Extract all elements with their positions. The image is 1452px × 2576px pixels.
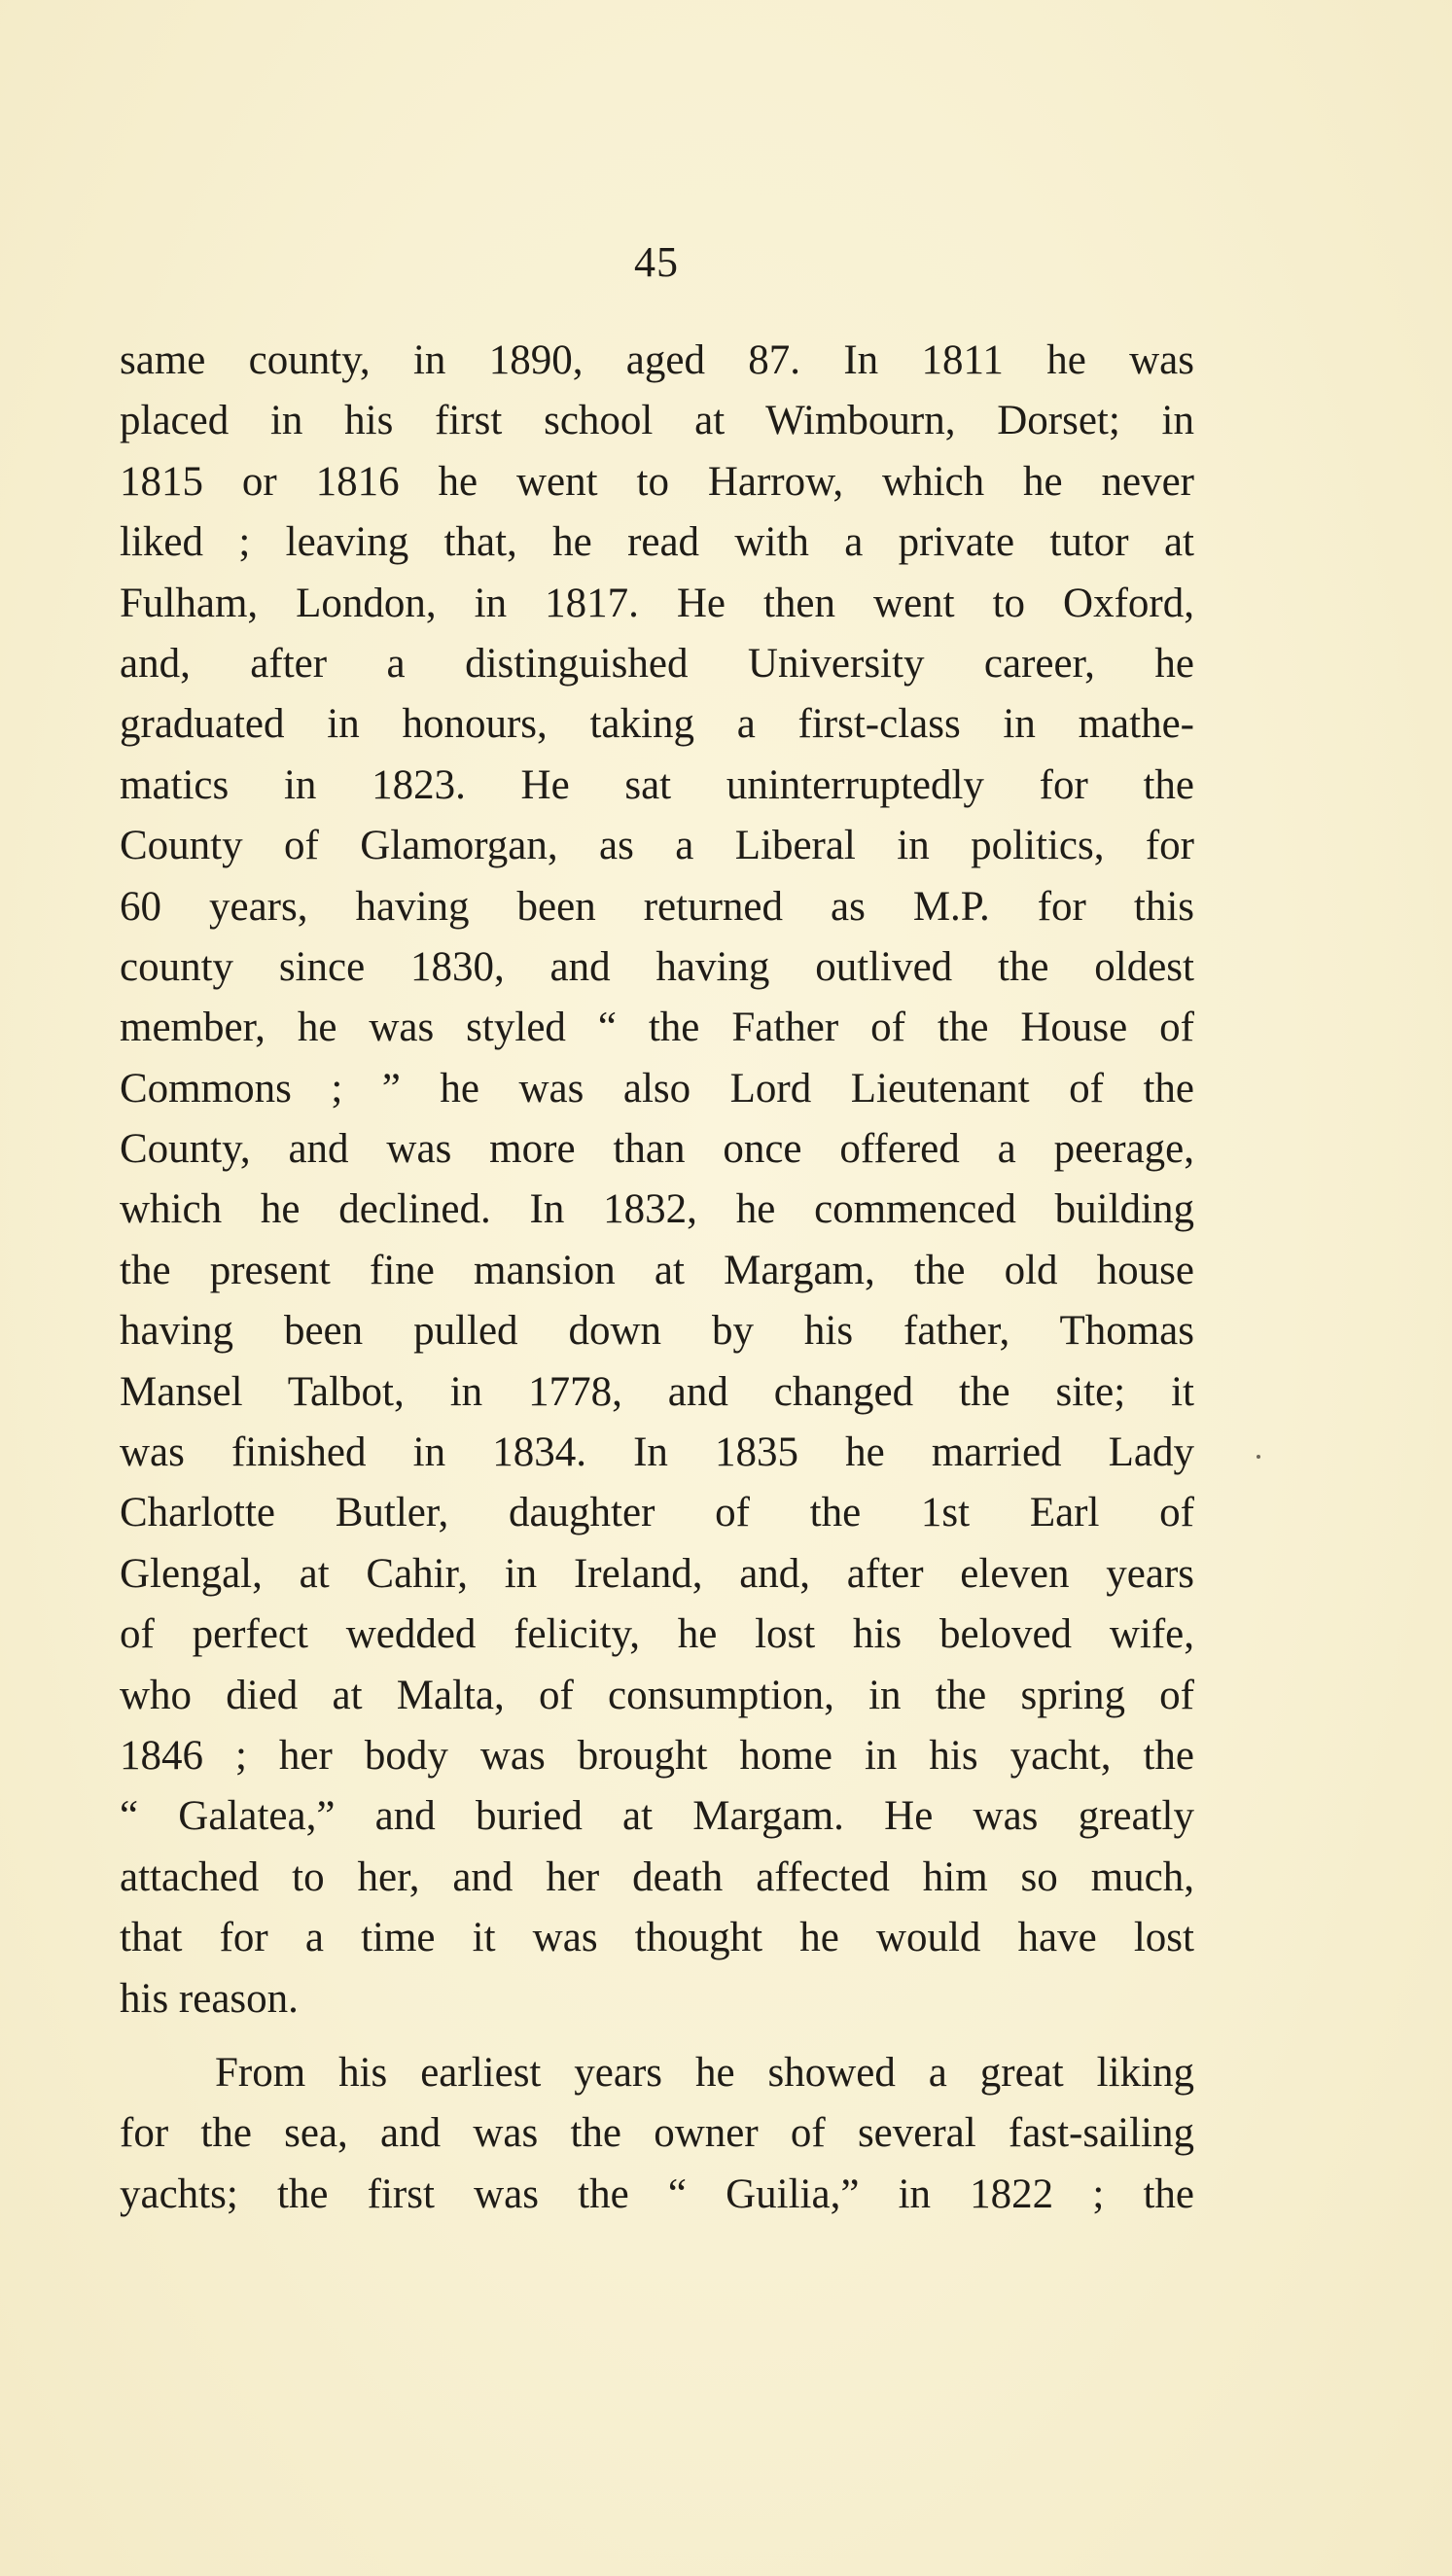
text-line: member, he was styled “ the Father of the House of — [120, 1005, 1194, 1051]
text-line: 60 years, having been returned as M.P. for this — [120, 883, 1194, 930]
text-line: Glengal, at Cahir, in Ireland, and, after eleven years — [120, 1550, 1194, 1597]
text-line: for the sea, and was the owner of several fast-sailing — [120, 2110, 1194, 2157]
paragraph-gap — [120, 2029, 1194, 2043]
text-line: liked ; leaving that, he read with a private tutor at — [120, 519, 1194, 566]
paragraph-2 — [120, 2043, 1194, 2225]
text-line: 1846 ; her body was brought home in his yacht, the — [120, 1732, 1194, 1779]
text-line: Mansel Talbot, in 1778, and changed the site; it — [120, 1368, 1194, 1415]
text-line: of perfect wedded felicity, he lost his beloved wife, — [120, 1611, 1194, 1658]
text-line: graduated in honours, taking a first-class in mathe- — [120, 701, 1194, 748]
text-line: County of Glamorgan, as a Liberal in politics, for — [120, 823, 1194, 869]
text-line: same county, in 1890, aged 87. In 1811 he was — [120, 337, 1194, 383]
text-line: attached to her, and her death affected him so much, — [120, 1853, 1194, 1900]
text-line: county since 1830, and having outlived the oldest — [120, 943, 1194, 990]
text-line: having been pulled down by his father, Thomas — [120, 1308, 1194, 1355]
text-line: his reason. — [120, 1975, 299, 2022]
text-line: Fulham, London, in 1817. He then went to Oxford, — [120, 580, 1194, 626]
text-line: and, after a distinguished University career, he — [120, 640, 1194, 687]
body-text — [120, 331, 1194, 2225]
paragraph-1 — [120, 331, 1194, 2029]
text-line: “ Galatea,” and buried at Margam. He was greatly — [120, 1793, 1194, 1840]
text-line: Charlotte Butler, daughter of the 1st Earl of — [120, 1490, 1194, 1536]
text-line: placed in his first school at Wimbourn, Dorset; in — [120, 398, 1194, 444]
ink-speck — [1257, 1455, 1260, 1459]
text-line: was finished in 1834. In 1835 he married Lady — [120, 1429, 1194, 1476]
text-line: yachts; the first was the “ Guilia,” in 1822 ; the — [120, 2170, 1194, 2217]
text-line: matics in 1823. He sat uninterruptedly for the — [120, 761, 1194, 808]
text-line: 1815 or 1816 he went to Harrow, which he never — [120, 458, 1194, 505]
page-number: 45 — [634, 238, 679, 286]
text-line: which he declined. In 1832, he commenced building — [120, 1186, 1194, 1233]
text-line: that for a time it was thought he would have lost — [120, 1915, 1194, 1961]
text-line: From his earliest years he showed a great liking — [215, 2049, 1194, 2096]
text-line: the present fine mansion at Margam, the old house — [120, 1247, 1194, 1293]
text-line: who died at Malta, of consumption, in the spring of — [120, 1672, 1194, 1718]
text-line: County, and was more than once offered a peerage, — [120, 1126, 1194, 1173]
text-line: Commons ; ” he was also Lord Lieutenant of the — [120, 1065, 1194, 1112]
